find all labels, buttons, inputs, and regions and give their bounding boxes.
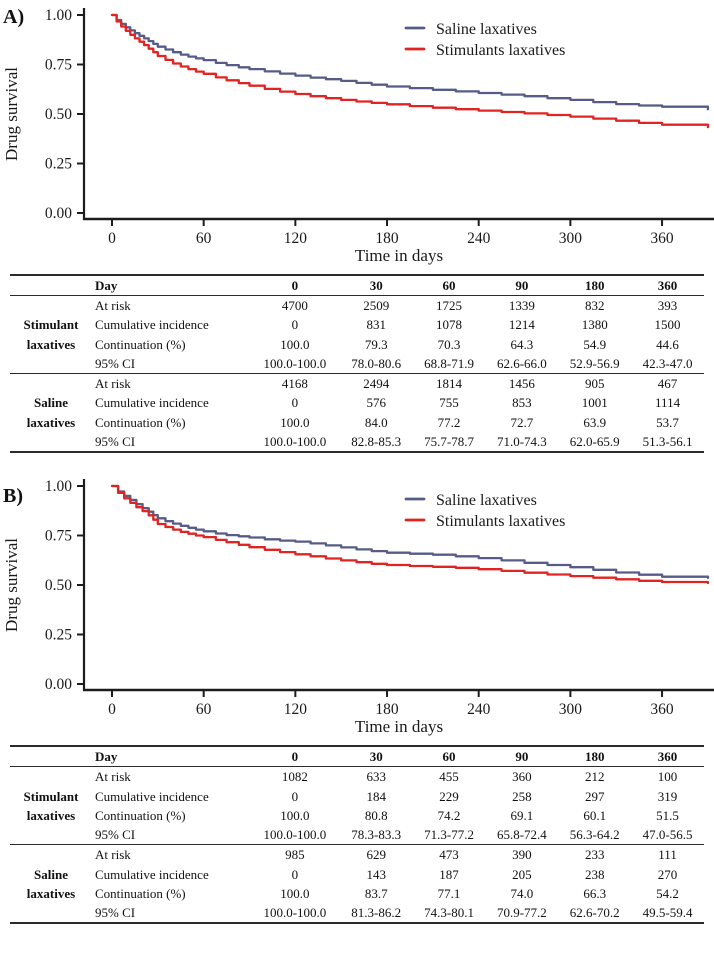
table-group bbox=[10, 845, 704, 923]
group-name-line: laxatives bbox=[26, 414, 76, 430]
stat-value: 205 bbox=[512, 866, 532, 882]
stat-value: 832 bbox=[584, 298, 605, 314]
stat-value: 60.1 bbox=[583, 807, 607, 823]
stat-value: 360 bbox=[512, 769, 532, 785]
stat-value: 62.0-65.9 bbox=[569, 433, 620, 449]
stat-value: 0 bbox=[291, 395, 299, 411]
stat-value: 1456 bbox=[508, 376, 535, 392]
stat-value: 233 bbox=[584, 847, 605, 863]
header-day-value: 60 bbox=[413, 275, 486, 296]
km-chart-b bbox=[0, 473, 714, 737]
stat-value: 184 bbox=[366, 788, 386, 804]
x-tick-label: 0 bbox=[108, 701, 116, 719]
table-row bbox=[10, 432, 704, 452]
table-row bbox=[10, 296, 704, 316]
stat-value: 42.3-47.0 bbox=[642, 355, 693, 371]
y-tick-label: 0.25 bbox=[44, 626, 72, 644]
y-tick-label: 1.00 bbox=[44, 7, 72, 24]
y-tick-label: 1.00 bbox=[44, 478, 72, 496]
stat-label: 95% CI bbox=[95, 433, 136, 449]
header-day-value: 180 bbox=[558, 275, 631, 296]
stat-value: 100.0-100.0 bbox=[263, 827, 327, 843]
stat-value: 390 bbox=[512, 847, 532, 863]
stat-value: 985 bbox=[285, 847, 305, 863]
y-tick-label: 0.75 bbox=[44, 527, 72, 545]
stat-value: 100.0 bbox=[280, 336, 310, 352]
stat-value: 1814 bbox=[436, 376, 463, 392]
table-header-row bbox=[10, 746, 704, 767]
x-tick-label: 180 bbox=[375, 701, 399, 719]
panel-b bbox=[0, 473, 714, 924]
km-table-b bbox=[10, 745, 704, 924]
stat-value: 143 bbox=[366, 866, 386, 882]
stat-value: 4700 bbox=[281, 298, 308, 314]
stat-label: Continuation (%) bbox=[95, 414, 186, 430]
y-tick-label: 0.25 bbox=[44, 155, 72, 173]
y-axis-title: Drug survival bbox=[2, 538, 21, 633]
x-tick-label: 60 bbox=[195, 701, 212, 719]
group-name bbox=[10, 296, 92, 374]
stat-value: 229 bbox=[439, 788, 459, 804]
stat-value: 81.3-86.2 bbox=[351, 904, 402, 920]
stat-value: 905 bbox=[584, 376, 605, 392]
group-name-line: laxatives bbox=[26, 807, 76, 823]
table-header bbox=[10, 746, 704, 767]
stat-value: 755 bbox=[439, 395, 459, 411]
stat-label: Cumulative incidence bbox=[95, 788, 209, 804]
table-group bbox=[10, 374, 704, 452]
x-tick-label: 240 bbox=[467, 230, 491, 247]
table-row bbox=[10, 335, 704, 354]
stat-value: 0 bbox=[291, 788, 299, 804]
panel-gap bbox=[0, 453, 714, 473]
header-day: Day bbox=[92, 746, 250, 767]
group-name-line: Saline bbox=[34, 395, 68, 411]
header-group-spacer bbox=[10, 275, 92, 296]
stat-value: 100.0 bbox=[280, 885, 310, 901]
km-table-a bbox=[10, 274, 704, 453]
stat-value: 66.3 bbox=[583, 885, 607, 901]
stat-label: 95% CI bbox=[95, 355, 136, 371]
group-name-line: laxatives bbox=[26, 885, 76, 901]
stat-value: 633 bbox=[366, 769, 386, 785]
stat-value: 74.3-80.1 bbox=[424, 904, 474, 920]
stat-label: 95% CI bbox=[95, 827, 136, 843]
stat-value: 74.0 bbox=[510, 885, 534, 901]
stat-value: 1725 bbox=[436, 298, 463, 314]
stat-value: 51.5 bbox=[656, 807, 679, 823]
table-row bbox=[10, 393, 704, 412]
stat-value: 455 bbox=[439, 769, 459, 785]
x-tick-label: 180 bbox=[375, 230, 399, 247]
stat-value: 78.0-80.6 bbox=[351, 355, 402, 371]
stat-value: 1078 bbox=[436, 317, 463, 333]
stat-label: Continuation (%) bbox=[95, 885, 186, 901]
header-day-value: 90 bbox=[485, 746, 558, 767]
stat-value: 1214 bbox=[508, 317, 535, 333]
y-axis-title: Drug survival bbox=[2, 67, 21, 161]
stat-value: 75.7-78.7 bbox=[424, 433, 474, 449]
stat-value: 54.9 bbox=[583, 336, 607, 352]
group-name bbox=[10, 374, 92, 452]
stat-label: Continuation (%) bbox=[95, 807, 186, 823]
stat-value: 51.3-56.1 bbox=[642, 433, 693, 449]
stat-value: 52.9-56.9 bbox=[569, 355, 620, 371]
stat-value: 853 bbox=[512, 395, 532, 411]
y-tick-label: 0.50 bbox=[44, 577, 72, 595]
stat-value: 47.0-56.5 bbox=[642, 827, 693, 843]
header-day-value: 0 bbox=[250, 746, 340, 767]
header-day-value: 30 bbox=[340, 746, 413, 767]
header-day: Day bbox=[92, 275, 250, 296]
y-tick-label: 0.75 bbox=[44, 56, 72, 74]
stat-value: 65.8-72.4 bbox=[496, 827, 547, 843]
header-day-value: 180 bbox=[558, 746, 631, 767]
stat-value: 49.5-59.4 bbox=[642, 904, 693, 920]
header-day-value: 360 bbox=[631, 275, 704, 296]
stat-value: 212 bbox=[584, 769, 605, 785]
x-tick-label: 300 bbox=[558, 230, 583, 247]
table-row bbox=[10, 374, 704, 394]
stat-label: At risk bbox=[95, 769, 131, 785]
stat-value: 100.0 bbox=[280, 414, 310, 430]
stat-value: 56.3-64.2 bbox=[569, 827, 620, 843]
stat-label: At risk bbox=[95, 298, 131, 314]
x-tick-label: 300 bbox=[558, 701, 583, 719]
x-tick-label: 0 bbox=[108, 230, 116, 247]
survival-curve-stimulant bbox=[112, 15, 708, 127]
panel-b-label: B) bbox=[3, 485, 23, 508]
stat-value: 100.0-100.0 bbox=[263, 355, 327, 371]
stat-value: 187 bbox=[439, 866, 459, 882]
stat-value: 44.6 bbox=[656, 336, 679, 352]
stat-value: 1339 bbox=[508, 298, 535, 314]
stat-value: 78.3-83.3 bbox=[351, 827, 402, 843]
x-tick-label: 360 bbox=[650, 230, 674, 247]
stat-value: 393 bbox=[657, 298, 678, 314]
stat-value: 74.2 bbox=[437, 807, 461, 823]
panel-a bbox=[0, 2, 714, 453]
x-tick-label: 120 bbox=[283, 701, 307, 719]
stat-label: At risk bbox=[95, 376, 131, 392]
stat-value: 238 bbox=[584, 866, 605, 882]
group-name-line: Saline bbox=[34, 866, 68, 882]
stat-value: 1001 bbox=[581, 395, 608, 411]
stat-label: 95% CI bbox=[95, 904, 136, 920]
stat-label: Cumulative incidence bbox=[95, 395, 209, 411]
stat-value: 83.7 bbox=[364, 885, 388, 901]
legend-label: Saline laxatives bbox=[436, 21, 537, 38]
stat-value: 80.8 bbox=[364, 807, 388, 823]
table-group bbox=[10, 296, 704, 374]
stat-value: 54.2 bbox=[656, 885, 679, 901]
table-row bbox=[10, 825, 704, 845]
stat-value: 70.3 bbox=[437, 336, 461, 352]
stat-value: 1082 bbox=[281, 769, 308, 785]
x-tick-label: 360 bbox=[650, 701, 674, 719]
legend-label: Stimulants laxatives bbox=[436, 513, 566, 531]
stat-value: 100 bbox=[657, 769, 678, 785]
stat-value: 100.0-100.0 bbox=[263, 433, 327, 449]
header-day-value: 60 bbox=[413, 746, 486, 767]
table-row bbox=[10, 806, 704, 825]
header-day-value: 0 bbox=[250, 275, 340, 296]
stat-value: 0 bbox=[291, 866, 299, 882]
stat-value: 84.0 bbox=[364, 414, 388, 430]
legend-label: Stimulants laxatives bbox=[436, 42, 566, 59]
table-header bbox=[10, 275, 704, 296]
stat-value: 2494 bbox=[363, 376, 390, 392]
table-row bbox=[10, 413, 704, 432]
stat-value: 82.8-85.3 bbox=[351, 433, 402, 449]
stat-value: 79.3 bbox=[364, 336, 388, 352]
header-day-value: 360 bbox=[631, 746, 704, 767]
stat-value: 64.3 bbox=[510, 336, 534, 352]
table-group bbox=[10, 767, 704, 845]
stat-value: 576 bbox=[366, 395, 386, 411]
stat-value: 100.0-100.0 bbox=[263, 904, 327, 920]
stat-value: 70.9-77.2 bbox=[496, 904, 547, 920]
stat-value: 0 bbox=[291, 317, 299, 333]
header-day-value: 90 bbox=[485, 275, 558, 296]
table-row bbox=[10, 903, 704, 923]
stat-value: 473 bbox=[439, 847, 459, 863]
stat-value: 62.6-70.2 bbox=[569, 904, 620, 920]
table-row bbox=[10, 315, 704, 334]
x-axis-title: Time in days bbox=[354, 246, 444, 265]
stat-value: 77.2 bbox=[437, 414, 461, 430]
stat-value: 69.1 bbox=[510, 807, 534, 823]
stat-value: 831 bbox=[366, 317, 386, 333]
stat-value: 629 bbox=[366, 847, 386, 863]
table-row bbox=[10, 787, 704, 806]
stat-value: 71.3-77.2 bbox=[424, 827, 474, 843]
stat-value: 2509 bbox=[363, 298, 390, 314]
stat-label: At risk bbox=[95, 847, 131, 863]
table-row bbox=[10, 354, 704, 374]
table-row bbox=[10, 884, 704, 903]
stat-value: 100.0 bbox=[280, 807, 310, 823]
y-tick-label: 0.00 bbox=[44, 676, 72, 694]
stat-value: 71.0-74.3 bbox=[496, 433, 547, 449]
survival-curve-stimulant bbox=[112, 486, 708, 583]
header-group-spacer bbox=[10, 746, 92, 767]
stat-value: 270 bbox=[657, 866, 678, 882]
group-name bbox=[10, 767, 92, 845]
x-tick-label: 60 bbox=[195, 230, 212, 247]
stat-label: Continuation (%) bbox=[95, 336, 186, 352]
stat-value: 62.6-66.0 bbox=[496, 355, 547, 371]
header-day-value: 30 bbox=[340, 275, 413, 296]
stat-value: 467 bbox=[657, 376, 678, 392]
x-tick-label: 240 bbox=[467, 701, 491, 719]
stat-value: 63.9 bbox=[583, 414, 607, 430]
stat-label: Cumulative incidence bbox=[95, 317, 209, 333]
x-axis-title: Time in days bbox=[354, 717, 444, 737]
group-name-line: laxatives bbox=[26, 336, 76, 352]
stat-value: 319 bbox=[657, 788, 678, 804]
stat-value: 1380 bbox=[581, 317, 608, 333]
panel-a-label: A) bbox=[3, 6, 25, 28]
stat-value: 297 bbox=[584, 788, 605, 804]
table-row bbox=[10, 767, 704, 787]
table-header-row bbox=[10, 275, 704, 296]
y-tick-label: 0.50 bbox=[44, 106, 72, 123]
legend-label: Saline laxatives bbox=[436, 492, 537, 510]
stat-label: Cumulative incidence bbox=[95, 866, 209, 882]
stat-value: 77.1 bbox=[437, 885, 461, 901]
km-chart-a bbox=[0, 2, 714, 266]
stat-value: 68.8-71.9 bbox=[424, 355, 474, 371]
group-name bbox=[10, 845, 92, 923]
group-name-line: Stimulant bbox=[23, 317, 79, 333]
stat-value: 111 bbox=[658, 847, 677, 863]
stat-value: 72.7 bbox=[510, 414, 534, 430]
x-tick-label: 120 bbox=[283, 230, 307, 247]
group-name-line: Stimulant bbox=[23, 788, 79, 804]
table-row bbox=[10, 865, 704, 884]
y-tick-label: 0.00 bbox=[44, 205, 72, 222]
stat-value: 1500 bbox=[654, 317, 681, 333]
stat-value: 258 bbox=[512, 788, 532, 804]
stat-value: 4168 bbox=[281, 376, 308, 392]
stat-value: 1114 bbox=[655, 395, 681, 411]
table-row bbox=[10, 845, 704, 865]
stat-value: 53.7 bbox=[656, 414, 679, 430]
